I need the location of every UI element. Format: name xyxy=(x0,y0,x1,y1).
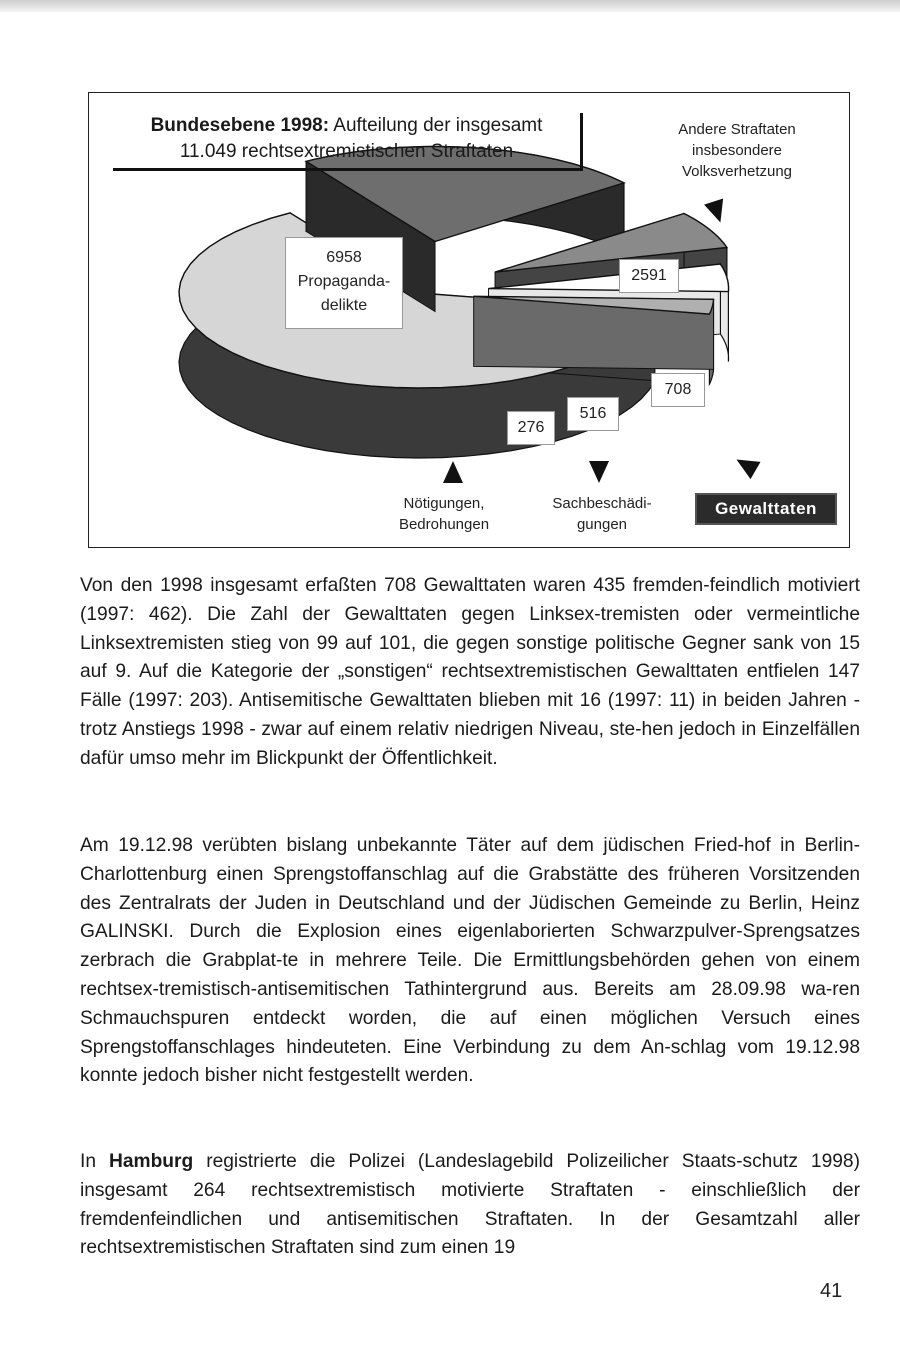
annotation-andere-line1: Andere Straftaten xyxy=(678,121,796,138)
scan-top-edge xyxy=(0,0,900,12)
annotation-noet-line1: Nötigungen, xyxy=(403,495,485,512)
paragraph-1: Von den 1998 insgesamt erfaßten 708 Gewalttaten waren 435 fremden-feindlich motiviert (1997: 462). Die Zahl der Gewalttaten gegen Linksex-tremisten oder vermeintliche Linksextremisten stieg von 99 auf 101, die gegen sonstige politische Gegner sank von 15 auf 9. Auf die Kategorie der „sonstigen“ rechtsextremistischen Gewalttaten entfielen 147 Fälle (1997: 203). Antisemitische Gewalttaten blieben mit 16 (1997: 11) in beiden Jahren - trotz Anstiegs 1998 - zwar auf einem relativ niedrigen Niveau, ste-hen jedoch in Einzelfällen dafür umso mehr im Blickpunkt der Öffentlichkeit. xyxy=(80,575,860,769)
propaganda-value: 6958 xyxy=(326,249,362,266)
chart-title-rest: Aufteilung der insgesamt xyxy=(333,115,543,136)
arrow-up-noetigungen-icon xyxy=(443,461,463,483)
chart-title xyxy=(113,113,583,171)
paragraph-3 xyxy=(80,1148,860,1263)
annotation-sach-line2: gungen xyxy=(576,516,628,533)
annotation-gewalttaten: Gewalttaten xyxy=(697,495,835,523)
annotation-andere-line2: insbesondere xyxy=(691,142,783,159)
slice-label-propaganda xyxy=(285,237,403,329)
slice-label-gewalt: 708 xyxy=(651,373,705,407)
arrow-down-sach-icon xyxy=(589,461,609,483)
annotation-andere-line3: Volksverhetzung xyxy=(681,163,793,180)
annotation-noetigungen xyxy=(369,493,519,535)
annotation-noet-line2: Bedrohungen xyxy=(398,516,490,533)
annotation-sach-line1: Sachbeschädi- xyxy=(552,495,652,512)
pie-chart-figure xyxy=(88,92,850,548)
slice-label-noet: 276 xyxy=(507,411,555,445)
chart-title-line2: 11.049 rechtsextremistischen Straftaten xyxy=(179,141,514,162)
paragraph-3-post: registrierte die Polizei (Landeslagebild Polizeilicher Staats-schutz 1998) insgesamt 264 rechtsextremistisch motivierte Straftaten - einschließlich der fremdenfeindlichen und antisemitischen Straftaten. In der Gesamtzahl aller rechtsextremistischen Straftaten sind zum einen 19 xyxy=(80,1151,860,1259)
annotation-andere-straftaten xyxy=(637,119,837,182)
slice-label-sach: 516 xyxy=(567,397,619,431)
propaganda-line3: delikte xyxy=(320,297,368,314)
chart-title-bold: Bundesebene 1998: xyxy=(150,115,330,136)
slice-label-andere: 2591 xyxy=(619,259,679,293)
paragraph-3-bold-hamburg: Hamburg xyxy=(109,1151,194,1172)
paragraph-3-pre: In xyxy=(80,1151,97,1172)
page-number: 41 xyxy=(820,1280,843,1302)
pie-layer xyxy=(179,147,729,459)
paragraph-2: Am 19.12.98 verübten bislang unbekannte Täter auf dem jüdischen Fried-hof in Berlin-Charlottenburg einen Sprengstoffanschlag auf die Grabstätte des früheren Vorsitzenden des Zentralrats der Juden in Deutschland und der Jüdischen Gemeinde zu Berlin, Heinz GALINSKI. Durch die Explosion eines eigenlaborierten Schwarzpulver-Sprengsatzes zerbrach die Grabplat-te in mehrere Teile. Die Ermittlungsbehörden gehen von einem rechtsex-tremistisch-antisemitischen Tathintergrund aus. Bereits am 28.09.98 wa-ren Schmauchspuren entdeckt worden, die auf einen möglichen Versuch eines Sprengstoffanschlages hindeuteten. Eine Verbindung zu dem An-schlag vom 19.12.98 konnte jedoch bisher nicht festgestellt werden. xyxy=(80,835,860,1087)
propaganda-line2: Propaganda- xyxy=(297,273,391,290)
annotation-sachbeschaedigungen xyxy=(527,493,677,535)
